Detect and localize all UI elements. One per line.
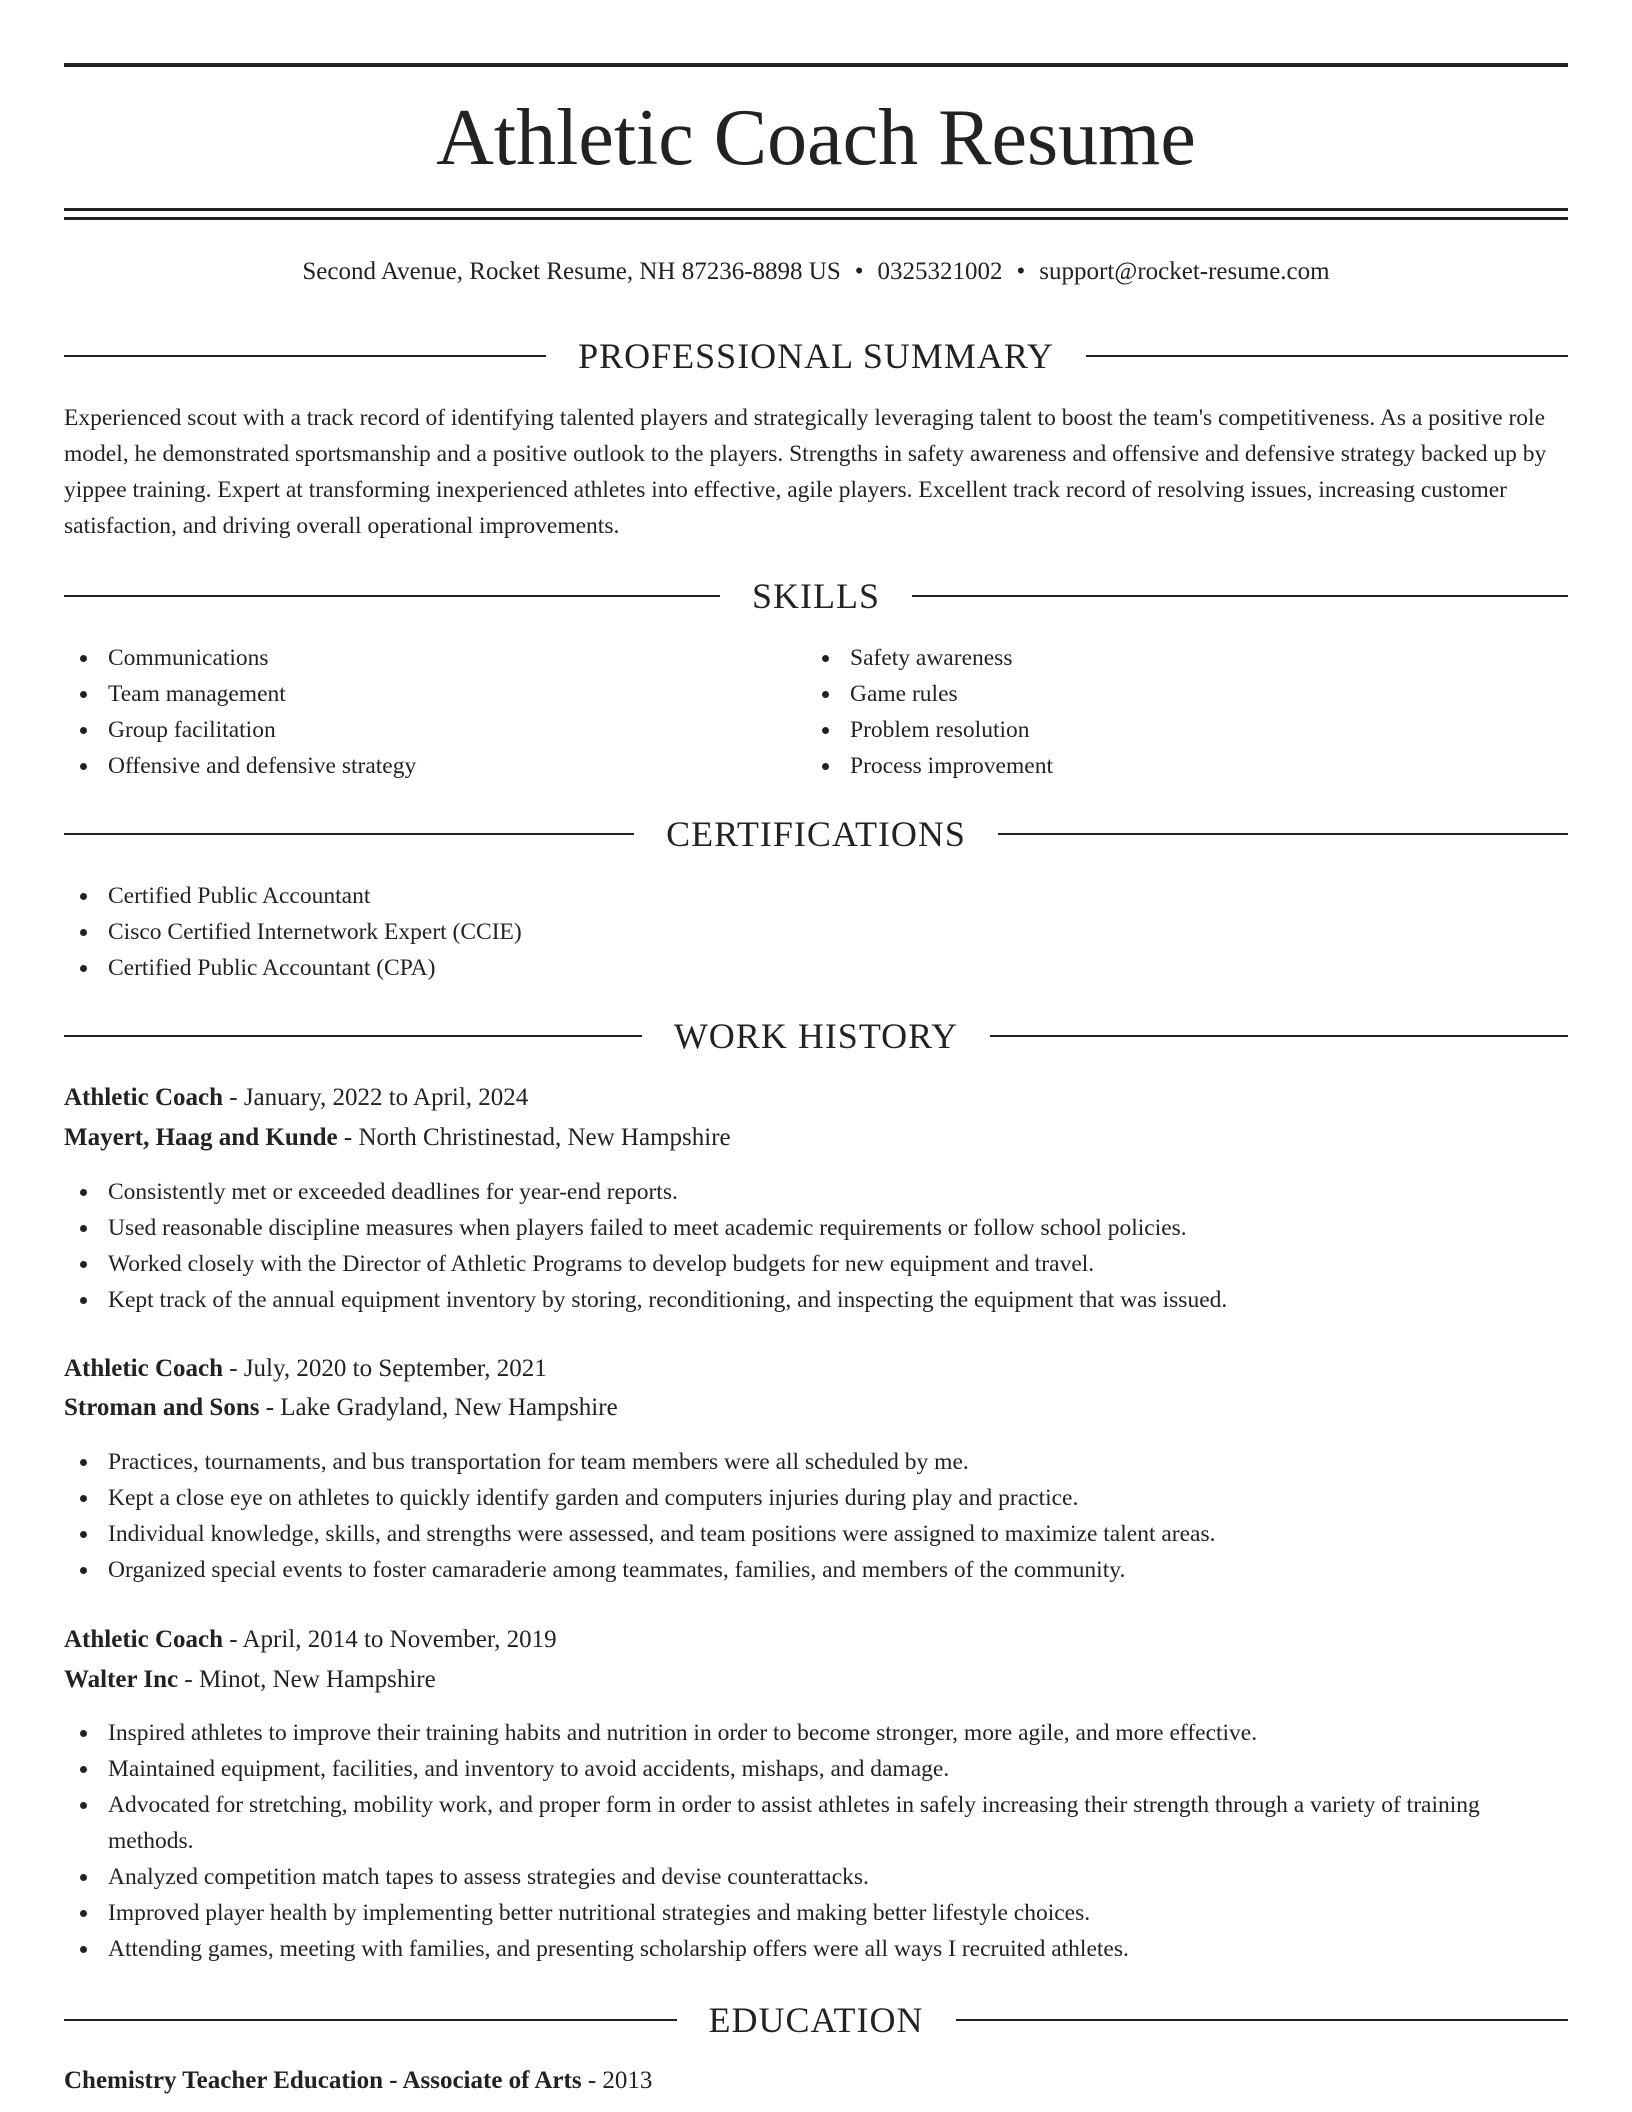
job-dates: January, 2022 to April, 2024 — [243, 1084, 529, 1111]
job-bullet: Attending games, meeting with families, and presenting scholarship offers were all ways I recruited athletes. — [64, 1931, 1568, 1967]
page-title: Athletic Coach Resume — [436, 94, 1196, 182]
section-title: WORK HISTORY — [673, 1016, 959, 1056]
job-title-line: Athletic Coach - April, 2014 to November, 2019 — [64, 1626, 557, 1653]
job-dates: April, 2014 to November, 2019 — [242, 1626, 557, 1653]
section-heading-education — [64, 1998, 1568, 2042]
education-year: 2013 — [602, 2067, 653, 2094]
job-location: Lake Gradyland, New Hampshire — [280, 1394, 618, 1421]
job-bullet: Used reasonable discipline measures when players failed to meet academic requirements or follow school policies. — [64, 1210, 1568, 1246]
section-title: SKILLS — [752, 576, 881, 616]
job-company: Mayert, Haag and Kunde — [64, 1124, 338, 1151]
job-bullets — [64, 1444, 1568, 1588]
job-bullet: Kept a close eye on athletes to quickly identify garden and computers injuries during play and practice. — [64, 1480, 1568, 1516]
section-heading-work-history — [64, 1014, 1568, 1058]
skill-item: Process improvement — [806, 748, 1566, 784]
skill-item: Problem resolution — [806, 712, 1566, 748]
summary-text: Experienced scout with a track record of identifying talented players and strategically leveraging talent to boost the team's competitiveness. As a positive role model, he demonstrated sportsmanship and a positive outlook to the players. Strengths in safety awareness and offensive and defensive strategy backed up by yippee training. Expert at transforming inexperienced athletes into effective, agile players. Excellent track record of resolving issues, increasing customer satisfaction, and driving overall operational improvements. — [64, 405, 1547, 539]
contact-email[interactable]: support@rocket-resume.com — [1039, 258, 1330, 285]
job-title-line: Athletic Coach - January, 2022 to April, 2024 — [64, 1084, 529, 1111]
section-title: EDUCATION — [708, 2000, 924, 2040]
contact-separator: • — [854, 258, 864, 285]
section-title: CERTIFICATIONS — [666, 814, 966, 854]
section-heading-summary — [64, 334, 1568, 378]
job-bullet: Kept track of the annual equipment inventory by storing, reconditioning, and inspecting the equipment that was issued. — [64, 1282, 1568, 1318]
job-title: Athletic Coach — [64, 1084, 223, 1111]
job-bullets — [64, 1715, 1568, 1967]
skill-item: Group facilitation — [64, 712, 804, 748]
skill-item: Safety awareness — [806, 640, 1566, 676]
section-heading-certifications — [64, 812, 1568, 856]
job-title: Athletic Coach — [64, 1355, 223, 1382]
job-company: Stroman and Sons — [64, 1394, 260, 1421]
job-bullet: Inspired athletes to improve their training habits and nutrition in order to become stronger, more agile, and more effective. — [64, 1715, 1568, 1751]
job-company: Walter Inc — [64, 1666, 179, 1693]
job-bullet: Organized special events to foster camaraderie among teammates, families, and members of the community. — [64, 1552, 1568, 1588]
skill-item: Offensive and defensive strategy — [64, 748, 804, 784]
contact-phone: 0325321002 — [877, 258, 1003, 285]
job-location: North Christinestad, New Hampshire — [358, 1124, 731, 1151]
skills-list-right — [806, 640, 1566, 784]
job-bullet: Analyzed competition match tapes to assess strategies and devise counterattacks. — [64, 1859, 1568, 1895]
job-bullets — [64, 1174, 1568, 1318]
certifications-list — [64, 878, 1568, 986]
education-degree: Chemistry Teacher Education - Associate of Arts — [64, 2067, 582, 2094]
skill-item: Team management — [64, 676, 804, 712]
job-bullet: Consistently met or exceeded deadlines for year-end reports. — [64, 1174, 1568, 1210]
skill-item: Communications — [64, 640, 804, 676]
section-title: PROFESSIONAL SUMMARY — [578, 336, 1054, 376]
job-bullet: Practices, tournaments, and bus transportation for team members were all scheduled by me. — [64, 1444, 1568, 1480]
job-bullet: Individual knowledge, skills, and strengths were assessed, and team positions were assigned to maximize talent areas. — [64, 1516, 1568, 1552]
section-heading-skills — [64, 574, 1568, 618]
contact-line — [64, 255, 1568, 289]
job-title: Athletic Coach — [64, 1626, 223, 1653]
certification-item: Cisco Certified Internetwork Expert (CCIE) — [64, 914, 1568, 950]
job-company-line: Walter Inc - Minot, New Hampshire — [64, 1666, 436, 1693]
job-company-line: Mayert, Haag and Kunde - North Christinestad, New Hampshire — [64, 1124, 731, 1151]
job-location: Minot, New Hampshire — [198, 1666, 436, 1693]
job-bullet: Worked closely with the Director of Athletic Programs to develop budgets for new equipment and travel. — [64, 1246, 1568, 1282]
contact-address: Second Avenue, Rocket Resume, NH 87236-8898 US — [302, 258, 841, 285]
title-double-rule — [64, 208, 1568, 220]
job-bullet: Maintained equipment, facilities, and inventory to avoid accidents, mishaps, and damage. — [64, 1751, 1568, 1787]
contact-separator: • — [1016, 258, 1026, 285]
skills-list-left — [64, 640, 804, 784]
job-bullet: Improved player health by implementing better nutritional strategies and making better lifestyle choices. — [64, 1895, 1568, 1931]
top-rule — [64, 63, 1568, 67]
job-bullet: Advocated for stretching, mobility work, and proper form in order to assist athletes in safely increasing their strength through a variety of training methods. — [64, 1787, 1568, 1859]
job-company-line: Stroman and Sons - Lake Gradyland, New Hampshire — [64, 1394, 618, 1421]
education-line: Chemistry Teacher Education - Associate of Arts - 2013 — [64, 2067, 653, 2094]
skill-item: Game rules — [806, 676, 1566, 712]
job-dates: July, 2020 to September, 2021 — [243, 1355, 547, 1382]
job-title-line: Athletic Coach - July, 2020 to September, 2021 — [64, 1355, 547, 1382]
certification-item: Certified Public Accountant (CPA) — [64, 950, 1568, 986]
certification-item: Certified Public Accountant — [64, 878, 1568, 914]
